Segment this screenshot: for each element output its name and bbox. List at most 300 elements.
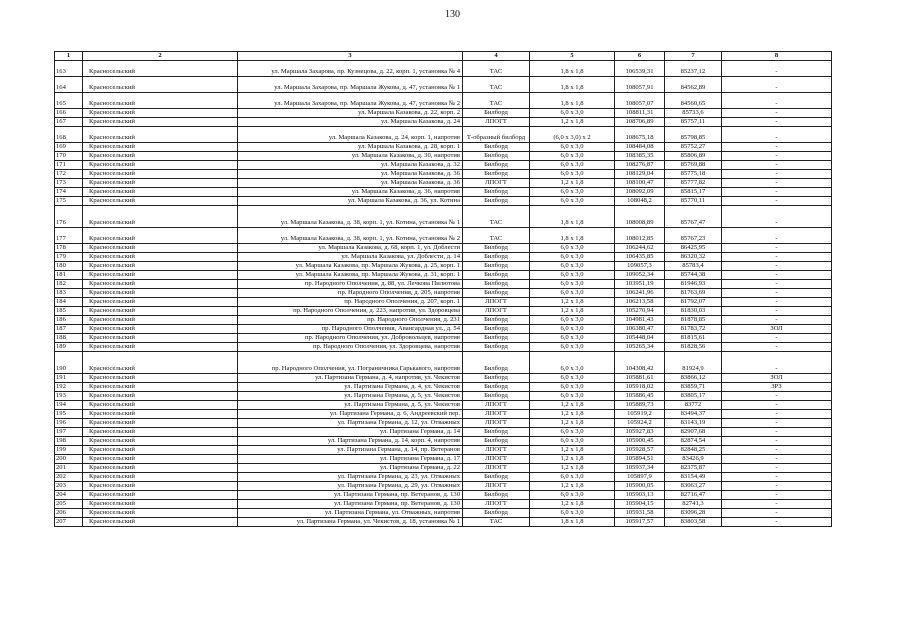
structure-type-cell: ТАС <box>463 92 530 108</box>
structure-type-cell: ЛПОГТ <box>463 400 530 409</box>
size-cell: 6,0 х 3,0 <box>530 427 615 436</box>
zone-cell: - <box>722 409 832 418</box>
coordinate-y-cell: 86425,95 <box>665 243 722 252</box>
row-number-cell: 189 <box>55 342 83 351</box>
coordinate-y-cell: 85767,47 <box>665 205 722 227</box>
district-cell: Красносельский <box>83 306 238 315</box>
address-cell: ул. Маршала Казакова, д. 68, корп. 1, ул. Доблести <box>238 243 463 252</box>
coordinate-x-cell: 105927,83 <box>615 427 665 436</box>
header-cell: 6 <box>615 52 665 61</box>
district-cell: Красносельский <box>83 517 238 526</box>
district-cell: Красносельский <box>83 315 238 324</box>
row-number-cell: 198 <box>55 436 83 445</box>
coordinate-x-cell: 106435,85 <box>615 252 665 261</box>
structure-type-cell: ТАС <box>463 205 530 227</box>
table-row <box>55 252 832 261</box>
table-row <box>55 400 832 409</box>
row-number-cell: 184 <box>55 297 83 306</box>
address-cell: ул. Партизана Германа, д. 14, пр. Ветеранов <box>238 445 463 454</box>
zone-cell: - <box>722 418 832 427</box>
structure-type-cell: Билборд <box>463 187 530 196</box>
coordinate-y-cell: 82375,87 <box>665 463 722 472</box>
row-number-cell: 169 <box>55 142 83 151</box>
address-cell: пр. Народного Ополчения, д. 88, ул. Лечкова Пилютова <box>238 279 463 288</box>
coordinate-x-cell: 106213,58 <box>615 297 665 306</box>
district-cell: Красносельский <box>83 454 238 463</box>
district-cell: Красносельский <box>83 400 238 409</box>
structure-type-cell: ЛПОГТ <box>463 306 530 315</box>
coordinate-y-cell: 82741,3 <box>665 499 722 508</box>
table-row <box>55 142 832 151</box>
district-cell: Красносельский <box>83 205 238 227</box>
table-row <box>55 409 832 418</box>
row-number-cell: 193 <box>55 391 83 400</box>
district-cell: Красносельский <box>83 160 238 169</box>
structure-type-cell: Билборд <box>463 315 530 324</box>
address-cell: пр. Народного Ополчения, ул. Пограничника Гарькавого, напротив <box>238 351 463 373</box>
row-number-cell: 181 <box>55 270 83 279</box>
coordinate-x-cell: 105900,45 <box>615 436 665 445</box>
size-cell: 1,2 х 1,8 <box>530 306 615 315</box>
coordinate-x-cell: 108675,18 <box>615 126 665 142</box>
district-cell: Красносельский <box>83 279 238 288</box>
structure-type-cell: Билборд <box>463 333 530 342</box>
coordinate-x-cell: 105917,57 <box>615 517 665 526</box>
header-cell: 8 <box>722 52 832 61</box>
coordinate-x-cell: 108012,85 <box>615 227 665 243</box>
row-number-cell: 178 <box>55 243 83 252</box>
table-row <box>55 227 832 243</box>
district-cell: Красносельский <box>83 427 238 436</box>
address-cell: ул. Маршала Казакова, пр. Маршала Жукова, д. 25, корп. 1 <box>238 261 463 270</box>
zone-cell: - <box>722 279 832 288</box>
structure-type-cell: Билборд <box>463 391 530 400</box>
address-cell: ул. Маршала Казакова, д. 36, ул. Котина <box>238 196 463 205</box>
table-row <box>55 382 832 391</box>
zone-cell: - <box>722 227 832 243</box>
coordinate-y-cell: 81783,72 <box>665 324 722 333</box>
address-cell: ул. Партизана Германа, пр. Ветеранов, д. 130 <box>238 499 463 508</box>
coordinate-x-cell: 108385,35 <box>615 151 665 160</box>
coordinate-x-cell: 108057,91 <box>615 76 665 92</box>
structure-type-cell: Билборд <box>463 436 530 445</box>
district-cell: Красносельский <box>83 126 238 142</box>
coordinate-x-cell: 105928,57 <box>615 445 665 454</box>
address-cell: ул. Партизана Германа, ул. Отважных, напротив <box>238 508 463 517</box>
row-number-cell: 186 <box>55 315 83 324</box>
coordinate-y-cell: 85769,88 <box>665 160 722 169</box>
address-cell: ул. Маршала Казакова, д. 28, корп. 1 <box>238 142 463 151</box>
zone-cell: - <box>722 400 832 409</box>
zone-cell: - <box>722 427 832 436</box>
header-cell: 2 <box>83 52 238 61</box>
coordinate-y-cell: 85783,4 <box>665 261 722 270</box>
table-row <box>55 126 832 142</box>
coordinate-x-cell: 108100,47 <box>615 178 665 187</box>
coordinate-x-cell: 105904,15 <box>615 499 665 508</box>
zone-cell: - <box>722 261 832 270</box>
coordinate-x-cell: 105900,05 <box>615 481 665 490</box>
zone-cell: - <box>722 463 832 472</box>
coordinate-y-cell: 81828,56 <box>665 342 722 351</box>
coordinate-x-cell: 106380,47 <box>615 324 665 333</box>
size-cell: 6,0 х 3,0 <box>530 436 615 445</box>
coordinate-y-cell: 81878,85 <box>665 315 722 324</box>
size-cell: 6,0 х 3,0 <box>530 373 615 382</box>
size-cell: 1,8 х 1,8 <box>530 92 615 108</box>
structure-type-cell: Билборд <box>463 252 530 261</box>
address-cell: ул. Маршала Казакова, д. 36 <box>238 169 463 178</box>
structure-type-cell: ЛПОГТ <box>463 409 530 418</box>
address-cell: ул. Маршала Казакова, д. 38, корп. 1, ул. Котина, установка № 1 <box>238 205 463 227</box>
table-row <box>55 196 832 205</box>
size-cell: 1,2 х 1,8 <box>530 463 615 472</box>
address-cell: ул. Партизана Германа, д. 29, ул. Отважных <box>238 481 463 490</box>
table-row <box>55 324 832 333</box>
table-row <box>55 60 832 76</box>
district-cell: Красносельский <box>83 270 238 279</box>
coordinate-y-cell: 81792,07 <box>665 297 722 306</box>
coordinate-y-cell: 81763,69 <box>665 288 722 297</box>
address-cell: ул. Партизана Германа, пр. Ветеранов, д. 130 <box>238 490 463 499</box>
coordinate-x-cell: 109052,34 <box>615 270 665 279</box>
row-number-cell: 173 <box>55 178 83 187</box>
structure-type-cell: ТАС <box>463 60 530 76</box>
row-number-cell: 168 <box>55 126 83 142</box>
row-number-cell: 194 <box>55 400 83 409</box>
coordinate-x-cell: 105903,13 <box>615 490 665 499</box>
size-cell: 6,0 х 3,0 <box>530 169 615 178</box>
row-number-cell: 163 <box>55 60 83 76</box>
zone-cell: - <box>722 252 832 261</box>
structure-type-cell: Билборд <box>463 270 530 279</box>
district-cell: Красносельский <box>83 227 238 243</box>
header-row <box>55 52 832 61</box>
address-cell: ул. Партизана Германа, д. 6, Андреевский пер. <box>238 409 463 418</box>
coordinate-y-cell: 82848,25 <box>665 445 722 454</box>
structure-type-cell: Билборд <box>463 351 530 373</box>
address-cell: пр. Народного Ополчения, д. 223, напротив, ул. Здоровцева <box>238 306 463 315</box>
structure-type-cell: Т-образный билборд <box>463 126 530 142</box>
table-row <box>55 178 832 187</box>
district-cell: Красносельский <box>83 324 238 333</box>
coordinate-x-cell: 105889,73 <box>615 400 665 409</box>
coordinate-x-cell: 108092,09 <box>615 187 665 196</box>
row-number-cell: 183 <box>55 288 83 297</box>
table-row <box>55 436 832 445</box>
coordinate-y-cell: 85237,12 <box>665 60 722 76</box>
structure-type-cell: Билборд <box>463 196 530 205</box>
zone-cell: - <box>722 178 832 187</box>
coordinate-y-cell: 85733,6 <box>665 108 722 117</box>
address-cell: пр. Народного Ополчения, Авангардная ул., д. 54 <box>238 324 463 333</box>
size-cell: 1,2 х 1,8 <box>530 418 615 427</box>
district-cell: Красносельский <box>83 178 238 187</box>
header-cell: 1 <box>55 52 83 61</box>
size-cell: 1,2 х 1,8 <box>530 117 615 126</box>
size-cell: 6,0 х 3,0 <box>530 382 615 391</box>
coordinate-x-cell: 109057,3 <box>615 261 665 270</box>
coordinate-y-cell: 83096,28 <box>665 508 722 517</box>
table-row <box>55 508 832 517</box>
table-row <box>55 160 832 169</box>
district-cell: Красносельский <box>83 92 238 108</box>
row-number-cell: 171 <box>55 160 83 169</box>
structure-type-cell: ЛПОГТ <box>463 463 530 472</box>
size-cell: 6,0 х 3,0 <box>530 333 615 342</box>
district-cell: Красносельский <box>83 342 238 351</box>
address-cell: ул. Маршала Казакова, д. 24 <box>238 117 463 126</box>
structure-type-cell: Билборд <box>463 508 530 517</box>
district-cell: Красносельский <box>83 187 238 196</box>
row-number-cell: 164 <box>55 76 83 92</box>
row-number-cell: 166 <box>55 108 83 117</box>
coordinate-x-cell: 105931,58 <box>615 508 665 517</box>
size-cell: 6,0 х 3,0 <box>530 252 615 261</box>
coordinate-y-cell: 85767,23 <box>665 227 722 243</box>
table-row <box>55 472 832 481</box>
coordinate-x-cell: 106241,96 <box>615 288 665 297</box>
address-cell: ул. Маршала Казакова, д. 30, напротив <box>238 151 463 160</box>
table-row <box>55 333 832 342</box>
address-cell: пр. Народного Ополчения, д. 231 <box>238 315 463 324</box>
coordinate-y-cell: 82874,54 <box>665 436 722 445</box>
address-cell: пр. Народного Ополчения, ул. Здоровцева, напротив <box>238 342 463 351</box>
zone-cell: - <box>722 142 832 151</box>
zone-cell: - <box>722 472 832 481</box>
size-cell: 6,0 х 3,0 <box>530 391 615 400</box>
address-cell: ул. Партизана Германа, д. 4, ул. Чекистов <box>238 382 463 391</box>
zone-cell: - <box>722 490 832 499</box>
row-number-cell: 191 <box>55 373 83 382</box>
zone-cell: - <box>722 126 832 142</box>
size-cell: 6,0 х 3,0 <box>530 472 615 481</box>
row-number-cell: 187 <box>55 324 83 333</box>
row-number-cell: 177 <box>55 227 83 243</box>
zone-cell: - <box>722 76 832 92</box>
size-cell: 6,0 х 3,0 <box>530 490 615 499</box>
row-number-cell: 203 <box>55 481 83 490</box>
size-cell: 6,0 х 3,0 <box>530 279 615 288</box>
row-number-cell: 192 <box>55 382 83 391</box>
size-cell: 6,0 х 3,0 <box>530 270 615 279</box>
coordinate-x-cell: 105881,61 <box>615 373 665 382</box>
table-row <box>55 445 832 454</box>
row-number-cell: 179 <box>55 252 83 261</box>
size-cell: 6,0 х 3,0 <box>530 108 615 117</box>
structure-type-cell: Билборд <box>463 342 530 351</box>
address-cell: ул. Маршала Казакова, д. 22, корп. 2 <box>238 108 463 117</box>
header-cell: 5 <box>530 52 615 61</box>
table-row <box>55 351 832 373</box>
size-cell: 1,8 х 1,8 <box>530 205 615 227</box>
table-row <box>55 76 832 92</box>
address-cell: ул. Маршала Казакова, ул. Доблести, д. 14 <box>238 252 463 261</box>
coordinate-y-cell: 85770,11 <box>665 196 722 205</box>
coordinate-x-cell: 105894,51 <box>615 454 665 463</box>
size-cell: 6,0 х 3,0 <box>530 142 615 151</box>
structure-type-cell: ЛПОГТ <box>463 297 530 306</box>
coordinate-x-cell: 105886,45 <box>615 391 665 400</box>
size-cell: 6,0 х 3,0 <box>530 261 615 270</box>
table-row <box>55 418 832 427</box>
district-cell: Красносельский <box>83 382 238 391</box>
district-cell: Красносельский <box>83 472 238 481</box>
row-number-cell: 205 <box>55 499 83 508</box>
row-number-cell: 185 <box>55 306 83 315</box>
size-cell: 6,0 х 3,0 <box>530 342 615 351</box>
coordinate-y-cell: 83426,9 <box>665 454 722 463</box>
row-number-cell: 196 <box>55 418 83 427</box>
structure-type-cell: ЛПОГТ <box>463 117 530 126</box>
size-cell: 6,0 х 3,0 <box>530 196 615 205</box>
address-cell: ул. Маршала Казакова, д. 38, корп. 1, ул. Котина, установка № 2 <box>238 227 463 243</box>
zone-cell: - <box>722 270 832 279</box>
district-cell: Красносельский <box>83 490 238 499</box>
district-cell: Красносельский <box>83 76 238 92</box>
district-cell: Красносельский <box>83 436 238 445</box>
table-row <box>55 490 832 499</box>
size-cell: (6,0 х 3,0) х 2 <box>530 126 615 142</box>
address-cell: ул. Маршала Казакова, д. 32 <box>238 160 463 169</box>
district-cell: Красносельский <box>83 333 238 342</box>
row-number-cell: 170 <box>55 151 83 160</box>
zone-cell: - <box>722 60 832 76</box>
zone-cell: - <box>722 196 832 205</box>
table-row <box>55 169 832 178</box>
size-cell: 1,2 х 1,8 <box>530 400 615 409</box>
coordinate-x-cell: 105897,9 <box>615 472 665 481</box>
table-row <box>55 151 832 160</box>
coordinate-x-cell: 104308,42 <box>615 351 665 373</box>
structure-type-cell: Билборд <box>463 160 530 169</box>
zone-cell: - <box>722 243 832 252</box>
page-number: 130 <box>445 9 460 20</box>
table-row <box>55 187 832 196</box>
size-cell: 6,0 х 3,0 <box>530 508 615 517</box>
size-cell: 6,0 х 3,0 <box>530 324 615 333</box>
size-cell: 1,8 х 1,8 <box>530 227 615 243</box>
advertising-structures-table <box>54 51 832 527</box>
table-row <box>55 499 832 508</box>
size-cell: 1,2 х 1,8 <box>530 178 615 187</box>
row-number-cell: 165 <box>55 92 83 108</box>
structure-type-cell: ЛПОГТ <box>463 499 530 508</box>
row-number-cell: 167 <box>55 117 83 126</box>
coordinate-y-cell: 82907,68 <box>665 427 722 436</box>
structure-type-cell: Билборд <box>463 108 530 117</box>
row-number-cell: 202 <box>55 472 83 481</box>
coordinate-x-cell: 106244,62 <box>615 243 665 252</box>
coordinate-y-cell: 85798,85 <box>665 126 722 142</box>
address-cell: ул. Маршала Казакова, д. 36, напротив <box>238 187 463 196</box>
address-cell: ул. Маршала Казакова, д. 24, корп. 1, напротив <box>238 126 463 142</box>
coordinate-x-cell: 105448,04 <box>615 333 665 342</box>
zone-cell: - <box>722 160 832 169</box>
zone-cell: - <box>722 288 832 297</box>
address-cell: ул. Партизана Германа, д. 14 <box>238 427 463 436</box>
district-cell: Красносельский <box>83 508 238 517</box>
address-cell: пр. Народного Ополчения, д. 207, корп. 1 <box>238 297 463 306</box>
coordinate-x-cell: 108706,89 <box>615 117 665 126</box>
coordinate-y-cell: 85752,27 <box>665 142 722 151</box>
district-cell: Красносельский <box>83 463 238 472</box>
table-row <box>55 92 832 108</box>
size-cell: 1,2 х 1,8 <box>530 445 615 454</box>
structure-type-cell: Билборд <box>463 288 530 297</box>
district-cell: Красносельский <box>83 288 238 297</box>
zone-cell: - <box>722 481 832 490</box>
coordinate-y-cell: 83805,17 <box>665 391 722 400</box>
size-cell: 1,2 х 1,8 <box>530 481 615 490</box>
size-cell: 6,0 х 3,0 <box>530 151 615 160</box>
structure-type-cell: Билборд <box>463 427 530 436</box>
district-cell: Красносельский <box>83 391 238 400</box>
table-row <box>55 454 832 463</box>
coordinate-y-cell: 84560,65 <box>665 92 722 108</box>
zone-cell: - <box>722 306 832 315</box>
zone-cell: ЗОЛ <box>722 373 832 382</box>
coordinate-x-cell: 105270,94 <box>615 306 665 315</box>
row-number-cell: 176 <box>55 205 83 227</box>
district-cell: Красносельский <box>83 169 238 178</box>
coordinate-y-cell: 85775,18 <box>665 169 722 178</box>
coordinate-y-cell: 85757,11 <box>665 117 722 126</box>
coordinate-x-cell: 108276,87 <box>615 160 665 169</box>
coordinate-x-cell: 105937,34 <box>615 463 665 472</box>
district-cell: Красносельский <box>83 297 238 306</box>
table-row <box>55 342 832 351</box>
table-row <box>55 517 832 526</box>
address-cell: ул. Партизана Германа, д. 4, напротив, ул. Чекистов <box>238 373 463 382</box>
coordinate-y-cell: 81946,93 <box>665 279 722 288</box>
address-cell: ул. Партизана Германа, д. 12, ул. Отважных <box>238 418 463 427</box>
coordinate-x-cell: 108008,89 <box>615 205 665 227</box>
row-number-cell: 199 <box>55 445 83 454</box>
coordinate-y-cell: 83494,37 <box>665 409 722 418</box>
zone-cell: - <box>722 454 832 463</box>
zone-cell: - <box>722 436 832 445</box>
header-cell: 7 <box>665 52 722 61</box>
district-cell: Красносельский <box>83 108 238 117</box>
district-cell: Красносельский <box>83 60 238 76</box>
coordinate-y-cell: 81924,9 <box>665 351 722 373</box>
header-cell: 3 <box>238 52 463 61</box>
district-cell: Красносельский <box>83 373 238 382</box>
zone-cell: - <box>722 445 832 454</box>
row-number-cell: 182 <box>55 279 83 288</box>
address-cell: пр. Народного Ополчения, ул. Добровольцев, напротив <box>238 333 463 342</box>
size-cell: 1,2 х 1,8 <box>530 454 615 463</box>
coordinate-x-cell: 106539,31 <box>615 60 665 76</box>
structure-type-cell: Билборд <box>463 151 530 160</box>
zone-cell: - <box>722 391 832 400</box>
district-cell: Красносельский <box>83 499 238 508</box>
table-row <box>55 261 832 270</box>
size-cell: 1,2 х 1,8 <box>530 409 615 418</box>
coordinate-y-cell: 85744,38 <box>665 270 722 279</box>
zone-cell: - <box>722 169 832 178</box>
structure-type-cell: Билборд <box>463 261 530 270</box>
coordinate-x-cell: 108048,2 <box>615 196 665 205</box>
structure-type-cell: Билборд <box>463 373 530 382</box>
zone-cell: ЗОЛ <box>722 324 832 333</box>
coordinate-y-cell: 83154,49 <box>665 472 722 481</box>
coordinate-y-cell: 83859,71 <box>665 382 722 391</box>
header-cell: 4 <box>463 52 530 61</box>
zone-cell: - <box>722 333 832 342</box>
structure-type-cell: Билборд <box>463 169 530 178</box>
